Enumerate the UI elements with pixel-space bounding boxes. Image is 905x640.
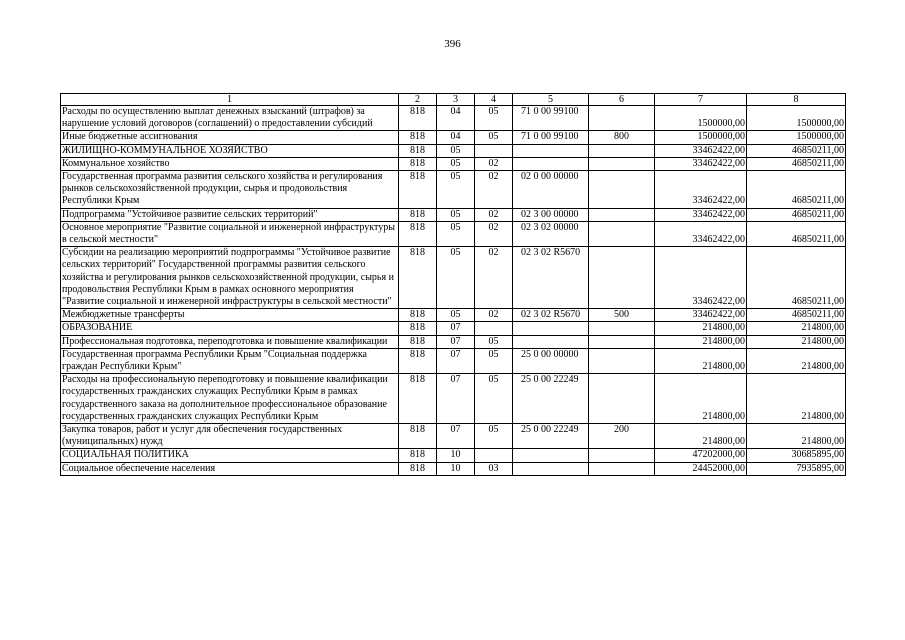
table-row [61,131,846,144]
amount-year2-cell: 46850211,00 [747,247,846,309]
expense-type-cell [589,374,655,424]
amount-year1-cell: 24452000,00 [655,462,747,475]
row-name-cell: Профессиональная подготовка, переподготовка и повышение квалификации [61,335,399,348]
target-article-cell [513,335,589,348]
table-row [61,335,846,348]
row-name-cell: ЖИЛИЩНО-КОММУНАЛЬНОЕ ХОЗЯЙСТВО [61,144,399,157]
row-name-cell: Иные бюджетные ассигнования [61,131,399,144]
section-code-cell: 07 [437,322,475,335]
page-number: 396 [444,38,461,50]
subsection-code-cell [475,449,513,462]
amount-year2-cell: 1500000,00 [747,131,846,144]
subsection-code-cell: 02 [475,208,513,221]
subsection-code-cell: 05 [475,131,513,144]
subsection-code-cell: 02 [475,157,513,170]
ministry-code-cell: 818 [399,335,437,348]
target-article-cell: 25 0 00 00000 [513,348,589,373]
target-article-cell [513,157,589,170]
expense-type-cell [589,247,655,309]
amount-year2-cell: 214800,00 [747,374,846,424]
subsection-code-cell: 05 [475,106,513,131]
row-name-cell: Государственная программа Республики Крым "Социальная поддержка граждан Республики Крым" [61,348,399,373]
table-row [61,208,846,221]
expense-type-cell [589,144,655,157]
row-name-cell: Субсидии на реализацию мероприятий подпрограммы "Устойчивое развитие сельских территорий" Государственной программы развития сельского хозяйства и регулирования рынков сельскохозяйственной продукции, сырья и продовольствия Республики Крым в рамках основного мероприятия "Развитие социальной и инженерной инфраструктуры в сельской местности" [61,247,399,309]
amount-year2-cell: 46850211,00 [747,221,846,246]
amount-year2-cell: 46850211,00 [747,157,846,170]
subsection-code-cell: 02 [475,309,513,322]
table-row [61,247,846,309]
expense-type-cell: 500 [589,309,655,322]
column-header: 1 [61,94,399,106]
column-header: 5 [513,94,589,106]
row-name-cell: Закупка товаров, работ и услуг для обеспечения государственных (муниципальных) нужд [61,424,399,449]
section-code-cell: 04 [437,131,475,144]
ministry-code-cell: 818 [399,309,437,322]
ministry-code-cell: 818 [399,221,437,246]
amount-year1-cell: 33462422,00 [655,157,747,170]
subsection-code-cell: 03 [475,462,513,475]
row-name-cell: Расходы по осуществлению выплат денежных взысканий (штрафов) за нарушение условий договоров (соглашений) о предоставлении субсидий [61,106,399,131]
table-row [61,424,846,449]
section-code-cell: 05 [437,247,475,309]
amount-year1-cell: 214800,00 [655,374,747,424]
subsection-code-cell: 02 [475,171,513,209]
column-header: 4 [475,94,513,106]
ministry-code-cell: 818 [399,462,437,475]
target-article-cell: 25 0 00 22249 [513,374,589,424]
amount-year1-cell: 214800,00 [655,322,747,335]
amount-year1-cell: 33462422,00 [655,309,747,322]
column-header: 8 [747,94,846,106]
table-header-row [61,94,846,106]
expense-type-cell [589,335,655,348]
amount-year2-cell: 46850211,00 [747,144,846,157]
amount-year2-cell: 214800,00 [747,322,846,335]
table-row [61,106,846,131]
amount-year2-cell: 214800,00 [747,348,846,373]
amount-year2-cell: 30685895,00 [747,449,846,462]
target-article-cell [513,322,589,335]
amount-year1-cell: 1500000,00 [655,106,747,131]
column-header: 6 [589,94,655,106]
expense-type-cell [589,348,655,373]
ministry-code-cell: 818 [399,144,437,157]
amount-year1-cell: 33462422,00 [655,208,747,221]
expense-type-cell [589,171,655,209]
ministry-code-cell: 818 [399,374,437,424]
table-row [61,449,846,462]
table-row [61,144,846,157]
amount-year1-cell: 214800,00 [655,335,747,348]
ministry-code-cell: 818 [399,247,437,309]
table-row [61,462,846,475]
target-article-cell: 02 3 00 00000 [513,208,589,221]
section-code-cell: 07 [437,335,475,348]
target-article-cell: 02 3 02 R5670 [513,309,589,322]
amount-year2-cell: 1500000,00 [747,106,846,131]
target-article-cell [513,144,589,157]
expense-type-cell: 200 [589,424,655,449]
section-code-cell: 05 [437,171,475,209]
amount-year1-cell: 214800,00 [655,424,747,449]
subsection-code-cell: 02 [475,247,513,309]
column-header: 7 [655,94,747,106]
table-row [61,322,846,335]
table-row [61,157,846,170]
amount-year2-cell: 7935895,00 [747,462,846,475]
subsection-code-cell: 05 [475,348,513,373]
ministry-code-cell: 818 [399,449,437,462]
subsection-code-cell: 05 [475,335,513,348]
amount-year2-cell: 214800,00 [747,424,846,449]
target-article-cell: 02 0 00 00000 [513,171,589,209]
row-name-cell: СОЦИАЛЬНАЯ ПОЛИТИКА [61,449,399,462]
table-row [61,348,846,373]
column-header: 3 [437,94,475,106]
amount-year2-cell: 46850211,00 [747,171,846,209]
expense-type-cell [589,208,655,221]
ministry-code-cell: 818 [399,171,437,209]
target-article-cell: 02 3 02 00000 [513,221,589,246]
section-code-cell: 07 [437,374,475,424]
expense-type-cell: 800 [589,131,655,144]
row-name-cell: Подпрограмма "Устойчивое развитие сельских территорий" [61,208,399,221]
amount-year2-cell: 46850211,00 [747,309,846,322]
target-article-cell [513,449,589,462]
amount-year1-cell: 214800,00 [655,348,747,373]
subsection-code-cell: 02 [475,221,513,246]
section-code-cell: 07 [437,348,475,373]
ministry-code-cell: 818 [399,157,437,170]
row-name-cell: Социальное обеспечение населения [61,462,399,475]
expense-type-cell [589,449,655,462]
subsection-code-cell: 05 [475,374,513,424]
expense-type-cell [589,157,655,170]
expense-type-cell [589,462,655,475]
section-code-cell: 05 [437,144,475,157]
amount-year1-cell: 1500000,00 [655,131,747,144]
subsection-code-cell [475,322,513,335]
section-code-cell: 10 [437,462,475,475]
amount-year2-cell: 214800,00 [747,335,846,348]
ministry-code-cell: 818 [399,106,437,131]
section-code-cell: 05 [437,157,475,170]
amount-year1-cell: 33462422,00 [655,144,747,157]
target-article-cell: 71 0 00 99100 [513,131,589,144]
table-row [61,309,846,322]
ministry-code-cell: 818 [399,131,437,144]
section-code-cell: 05 [437,221,475,246]
ministry-code-cell: 818 [399,348,437,373]
row-name-cell: Расходы на профессиональную переподготовку и повышение квалификации государственных гражданских служащих Республики Крым в рамках государственного заказа на дополнительное профессиональное образование государственных гражданских служащих Республики Крым [61,374,399,424]
expense-type-cell [589,106,655,131]
section-code-cell: 05 [437,309,475,322]
amount-year1-cell: 33462422,00 [655,247,747,309]
target-article-cell: 71 0 00 99100 [513,106,589,131]
subsection-code-cell [475,144,513,157]
budget-table [60,93,846,476]
ministry-code-cell: 818 [399,208,437,221]
section-code-cell: 04 [437,106,475,131]
table-row [61,221,846,246]
row-name-cell: ОБРАЗОВАНИЕ [61,322,399,335]
amount-year1-cell: 47202000,00 [655,449,747,462]
column-header: 2 [399,94,437,106]
amount-year1-cell: 33462422,00 [655,171,747,209]
amount-year2-cell: 46850211,00 [747,208,846,221]
target-article-cell: 25 0 00 22249 [513,424,589,449]
expense-type-cell [589,322,655,335]
section-code-cell: 07 [437,424,475,449]
expense-type-cell [589,221,655,246]
ministry-code-cell: 818 [399,424,437,449]
row-name-cell: Межбюджетные трансферты [61,309,399,322]
amount-year1-cell: 33462422,00 [655,221,747,246]
section-code-cell: 05 [437,208,475,221]
section-code-cell: 10 [437,449,475,462]
ministry-code-cell: 818 [399,322,437,335]
target-article-cell: 02 3 02 R5670 [513,247,589,309]
target-article-cell [513,462,589,475]
row-name-cell: Коммунальное хозяйство [61,157,399,170]
table-row [61,374,846,424]
subsection-code-cell: 05 [475,424,513,449]
table-row [61,171,846,209]
row-name-cell: Основное мероприятие "Развитие социальной и инженерной инфраструктуры в сельской местности" [61,221,399,246]
row-name-cell: Государственная программа развития сельского хозяйства и регулирования рынков сельскохозяйственной продукции, сырья и продовольствия Республики Крым [61,171,399,209]
